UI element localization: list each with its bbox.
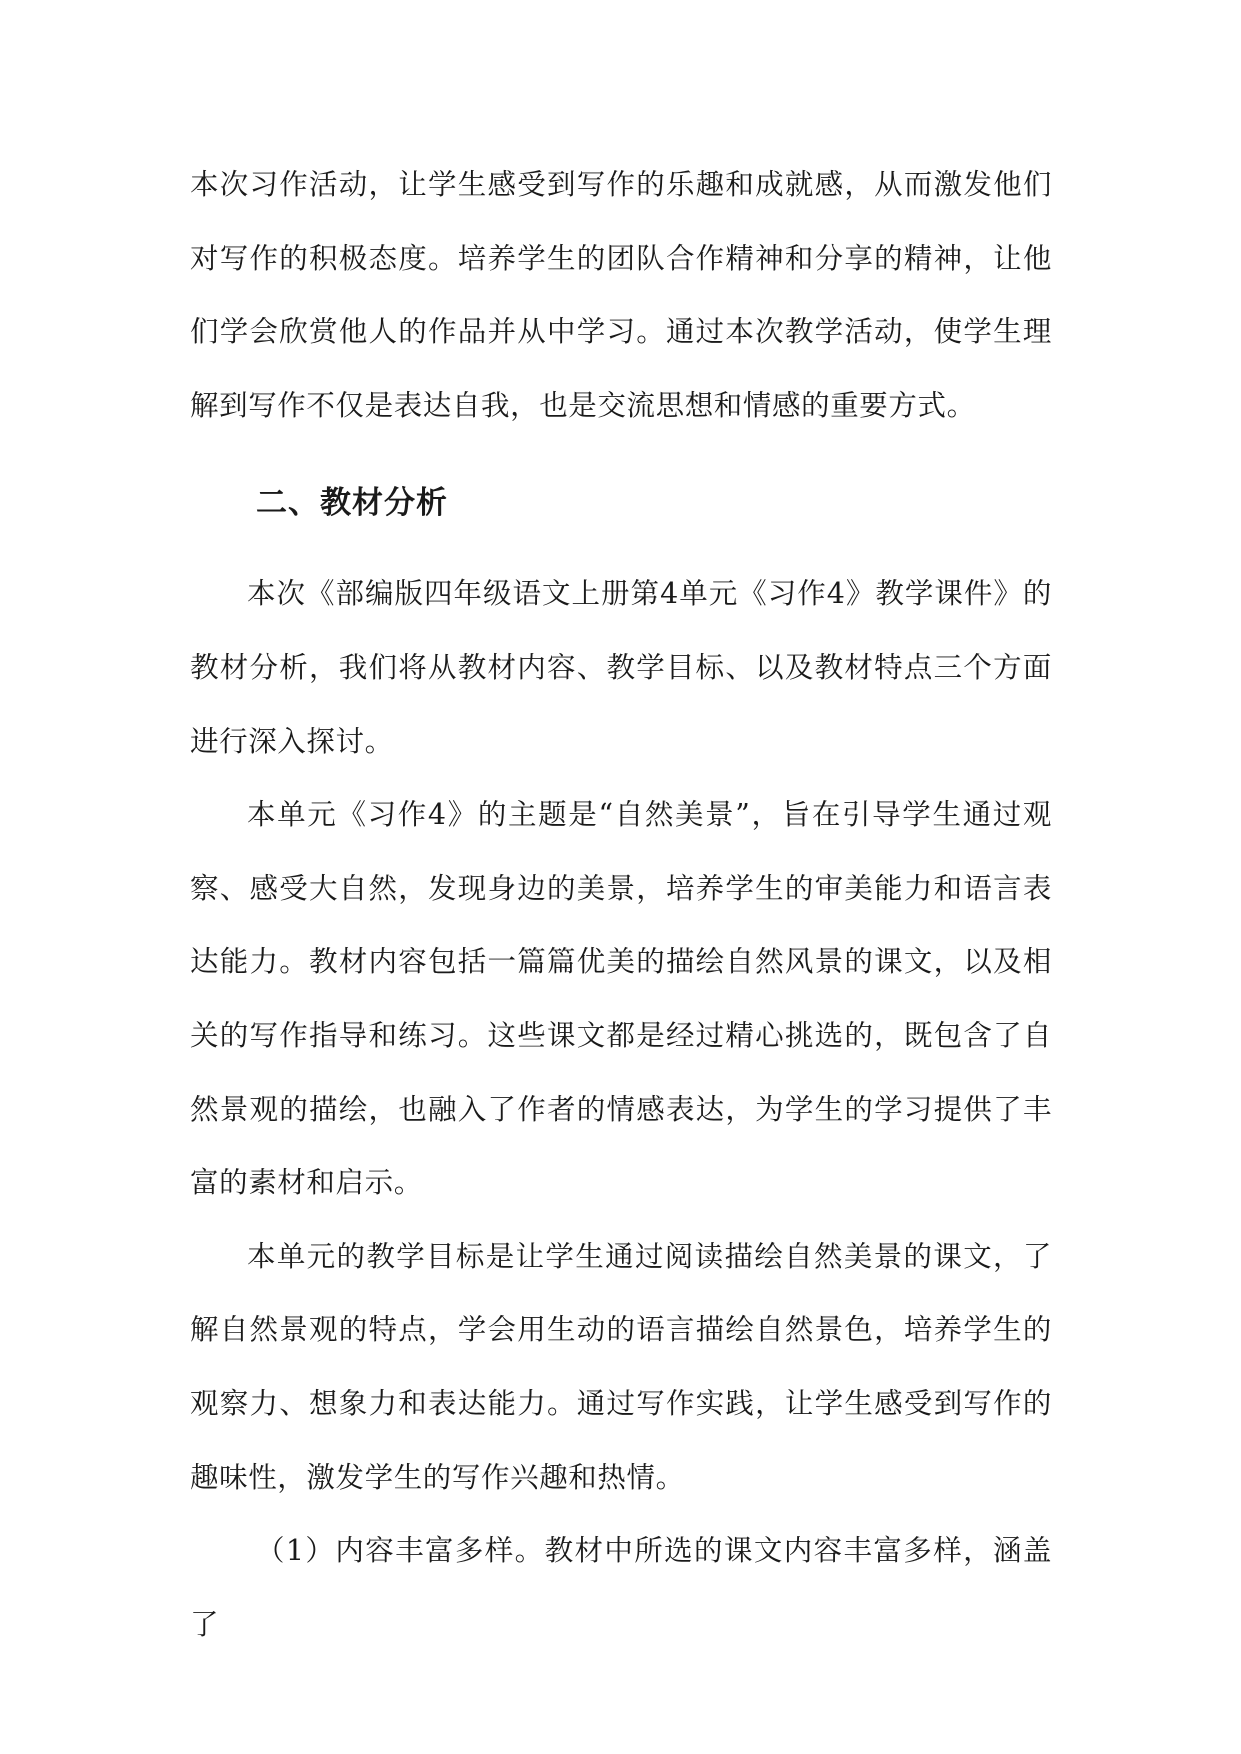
paragraph-teaching-goals: 本单元的教学目标是让学生通过阅读描绘自然美景的课文，了解自然景观的特点，学会用生动的语言描绘自然景色，培养学生的观察力、想象力和表达能力。通过写作实践，让学生感受到写作的趣味性，激发学生的写作兴趣和热情。 [190, 1239, 1052, 1494]
section-heading: 二、教材分析 [256, 485, 448, 522]
section-heading-wrapper [190, 483, 1052, 535]
paragraph-intro-continued: 本次习作活动，让学生感受到写作的乐趣和成就感，从而激发他们对写作的积极态度。培养学生的团队合作精神和分享的精神，让他们学会欣赏他人的作品并从中学习。通过本次教学活动，使学生理解到写作不仅是表达自我，也是交流思想和情感的重要方式。 [190, 168, 1052, 422]
document-body [190, 148, 1052, 1661]
paragraph-unit-theme: 本单元《习作4》的主题是“自然美景”，旨在引导学生通过观察、感受大自然，发现身边的美景，培养学生的审美能力和语言表达能力。教材内容包括一篇篇优美的描绘自然风景的课文，以及相关的写作指导和练习。这些课文都是经过精心挑选的，既包含了自然景观的描绘，也融入了作者的情感表达，为学生的学习提供了丰富的素材和启示。 [190, 798, 1052, 1200]
paragraph-textbook-analysis-intro: 本次《部编版四年级语文上册第4单元《习作4》教学课件》的教材分析，我们将从教材内容、教学目标、以及教材特点三个方面进行深入探讨。 [190, 577, 1052, 758]
paragraph-feature-1: （1）内容丰富多样。教材中所选的课文内容丰富多样，涵盖了 [190, 1534, 1052, 1641]
